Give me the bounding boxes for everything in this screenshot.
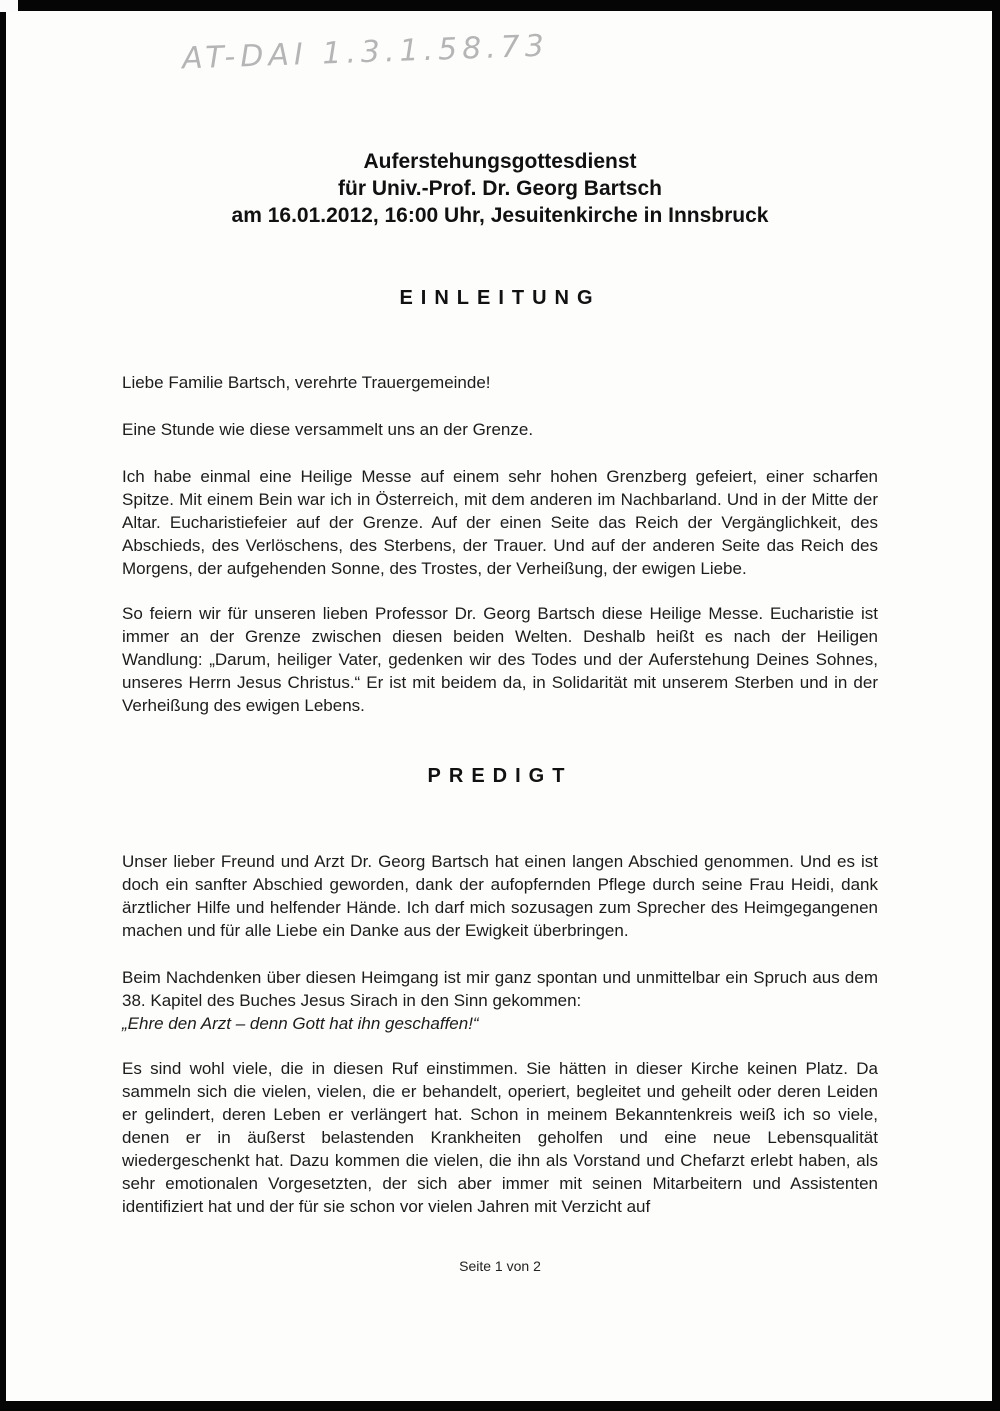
title-line-3: am 16.01.2012, 16:00 Uhr, Jesuitenkirche in Innsbruck <box>231 204 769 227</box>
heading-predigt: PREDIGT <box>427 765 573 787</box>
document-title <box>122 148 878 229</box>
paragraph-grenzberg-messe: Ich habe einmal eine Heilige Messe auf einem sehr hohen Grenzberg gefeiert, einer scharfen Spitze. Mit einem Bein war ich in Österreich, mit dem anderen im Nachbarland. Und in der Mitte der Altar. Eucharistiefeier auf der Grenze. Auf der einen Seite das Reich der Vergänglichkeit, des Abschieds, des Verlöschens, des Sterbens, der Trauer. Und auf der anderen Seite das Reich des Morgens, der aufgehenden Sonne, des Trostes, der Verheißung, der ewigen Liebe. <box>122 467 878 578</box>
page-number: Seite 1 von 2 <box>459 1258 541 1274</box>
paragraph-grenze: Eine Stunde wie diese versammelt uns an der Grenze. <box>122 420 534 439</box>
heading-einleitung: EINLEITUNG <box>399 287 601 309</box>
paragraph-salutation: Liebe Familie Bartsch, verehrte Trauergemeinde! <box>122 373 491 392</box>
paragraph-viele-patienten: Es sind wohl viele, die in diesen Ruf einstimmen. Sie hätten in dieser Kirche keinen Platz. Da sammeln sich die vielen, vielen, die er behandelt, operiert, begleitet und geheilt oder deren Leiden er gelindert, deren Leben er verlängert hat. Schon in meinem Bekanntenkreis weiß ich so viele, denen er in äußerst belastenden Krankheiten geholfen und eine neue Lebensqualität wiedergeschenkt hat. Dazu kommen die vielen, die ihn als Vorstand und Chefarzt erlebt haben, als sehr emotionalen Vorgesetzten, der sich aber immer mit seinen Mitarbeitern und Assistenten identifiziert hat und der für sie schon vor vielen Jahren mit Verzicht auf <box>122 1059 878 1216</box>
title-line-1: Auferstehungsgottesdienst <box>363 150 637 173</box>
sirach-intro-text: Beim Nachdenken über diesen Heimgang ist mir ganz spontan und unmittelbar ein Spruch aus dem 38. Kapitel des Buches Jesus Sirach in den Sinn gekommen: <box>122 968 878 1010</box>
paragraph-abschied: Unser lieber Freund und Arzt Dr. Georg Bartsch hat einen langen Abschied genommen. Und es ist doch ein sanfter Abschied geworden, dank der aufopfernden Pflege durch seine Frau Heidi, dank ärztlicher Hilfe und helfender Hände. Ich darf mich sozusagen zum Sprecher des Heimgegangenen machen und für alle Liebe ein Danke aus der Ewigkeit überbringen. <box>122 852 878 940</box>
handwritten-archive-annotation: AT-DAI 1.3.1.58.73 <box>181 28 550 77</box>
paragraph-sirach <box>122 966 878 1035</box>
title-line-2: für Univ.-Prof. Dr. Georg Bartsch <box>338 177 662 200</box>
sirach-quote: „Ehre den Arzt – denn Gott hat ihn geschaffen!“ <box>122 1014 479 1033</box>
paragraph-heilige-messe: So feiern wir für unseren lieben Professor Dr. Georg Bartsch diese Heilige Messe. Eucharistie ist immer an der Grenze zwischen diesen beiden Welten. Deshalb heißt es nach der Heiligen Wandlung: „Darum, heiliger Vater, gedenken wir des Todes und der Auferstehung Deines Sohnes, unseres Herrn Jesus Christus.“ Er ist mit beidem da, in Solidarität mit unserem Sterben und in der Verheißung des ewigen Lebens. <box>122 604 878 715</box>
document-page <box>6 11 992 1401</box>
